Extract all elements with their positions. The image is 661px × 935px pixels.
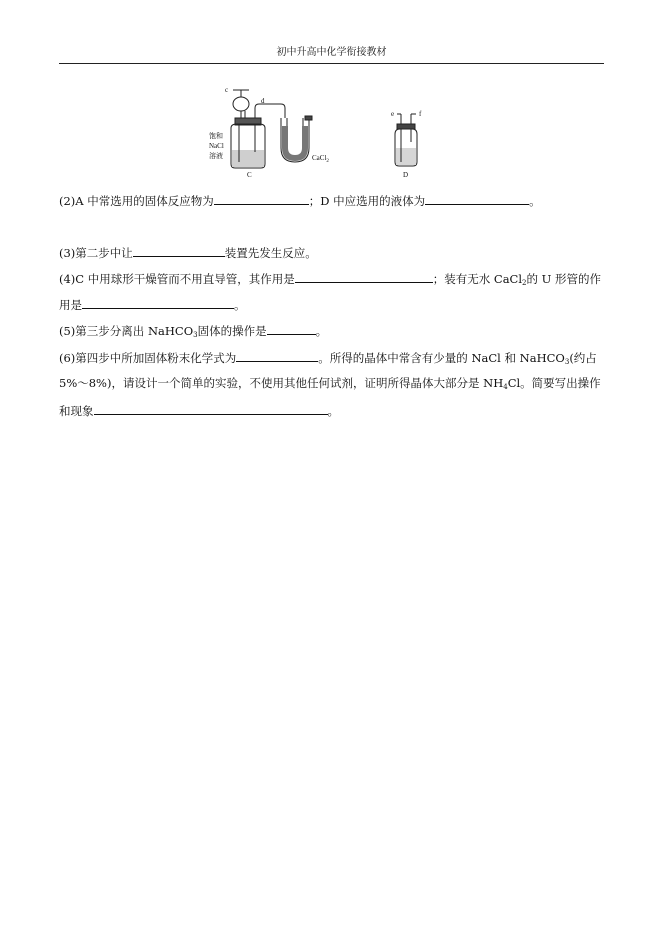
- label-e: e: [391, 110, 395, 118]
- question-2: (2)A 中常选用的固体反应物为 ；D 中应选用的液体为 。: [59, 194, 541, 208]
- answer-blank[interactable]: [295, 270, 433, 283]
- label-bottle-c: C: [247, 171, 252, 179]
- answer-blank[interactable]: [94, 402, 328, 415]
- label-nacl: NaCl: [209, 142, 224, 150]
- answer-blank[interactable]: [133, 244, 225, 257]
- label-saturated: 饱和: [209, 132, 223, 140]
- label-bottle-d: D: [403, 171, 409, 179]
- question-6-line-3: 和现象 。: [59, 404, 339, 418]
- page-header: [59, 46, 604, 64]
- question-6-line-2: 5%～8%)，请设计一个简单的实验，不使用其他任何试剂，证明所得晶体大部分是 $NH_4Cl$。简要写出操作: [59, 376, 601, 391]
- label-cacl2: CaCl$_2$: [312, 154, 329, 164]
- label-f: f: [419, 110, 422, 118]
- answer-blank[interactable]: [425, 192, 529, 205]
- header-title: 初中升高中化学衔接教材: [276, 47, 387, 58]
- answer-blank[interactable]: [82, 296, 234, 309]
- question-5: (5)第三步分离出 NaHCO$_3$固体的操作是 。: [59, 324, 328, 339]
- answer-blank[interactable]: [214, 192, 309, 205]
- label-solution: 溶液: [209, 152, 223, 160]
- label-d: d: [261, 97, 265, 105]
- question-4-line-2: 用是 。: [59, 298, 246, 312]
- label-c: c: [225, 86, 229, 94]
- answer-blank[interactable]: [267, 322, 316, 335]
- answer-blank[interactable]: [236, 349, 318, 362]
- apparatus-figure: [205, 82, 445, 180]
- question-4-line-1: (4)C 中用球形干燥管而不用直导管，其作用是 ；装有无水 CaCl$_2$的 U 形管的作: [59, 272, 602, 287]
- question-3: (3)第二步中让 装置先发生反应。: [59, 246, 317, 260]
- question-6-line-1: (6)第四步中所加固体粉末化学式为 。所得的晶体中常含有少量的 NaCl 和 NaHCO$_3$(约占: [59, 351, 597, 366]
